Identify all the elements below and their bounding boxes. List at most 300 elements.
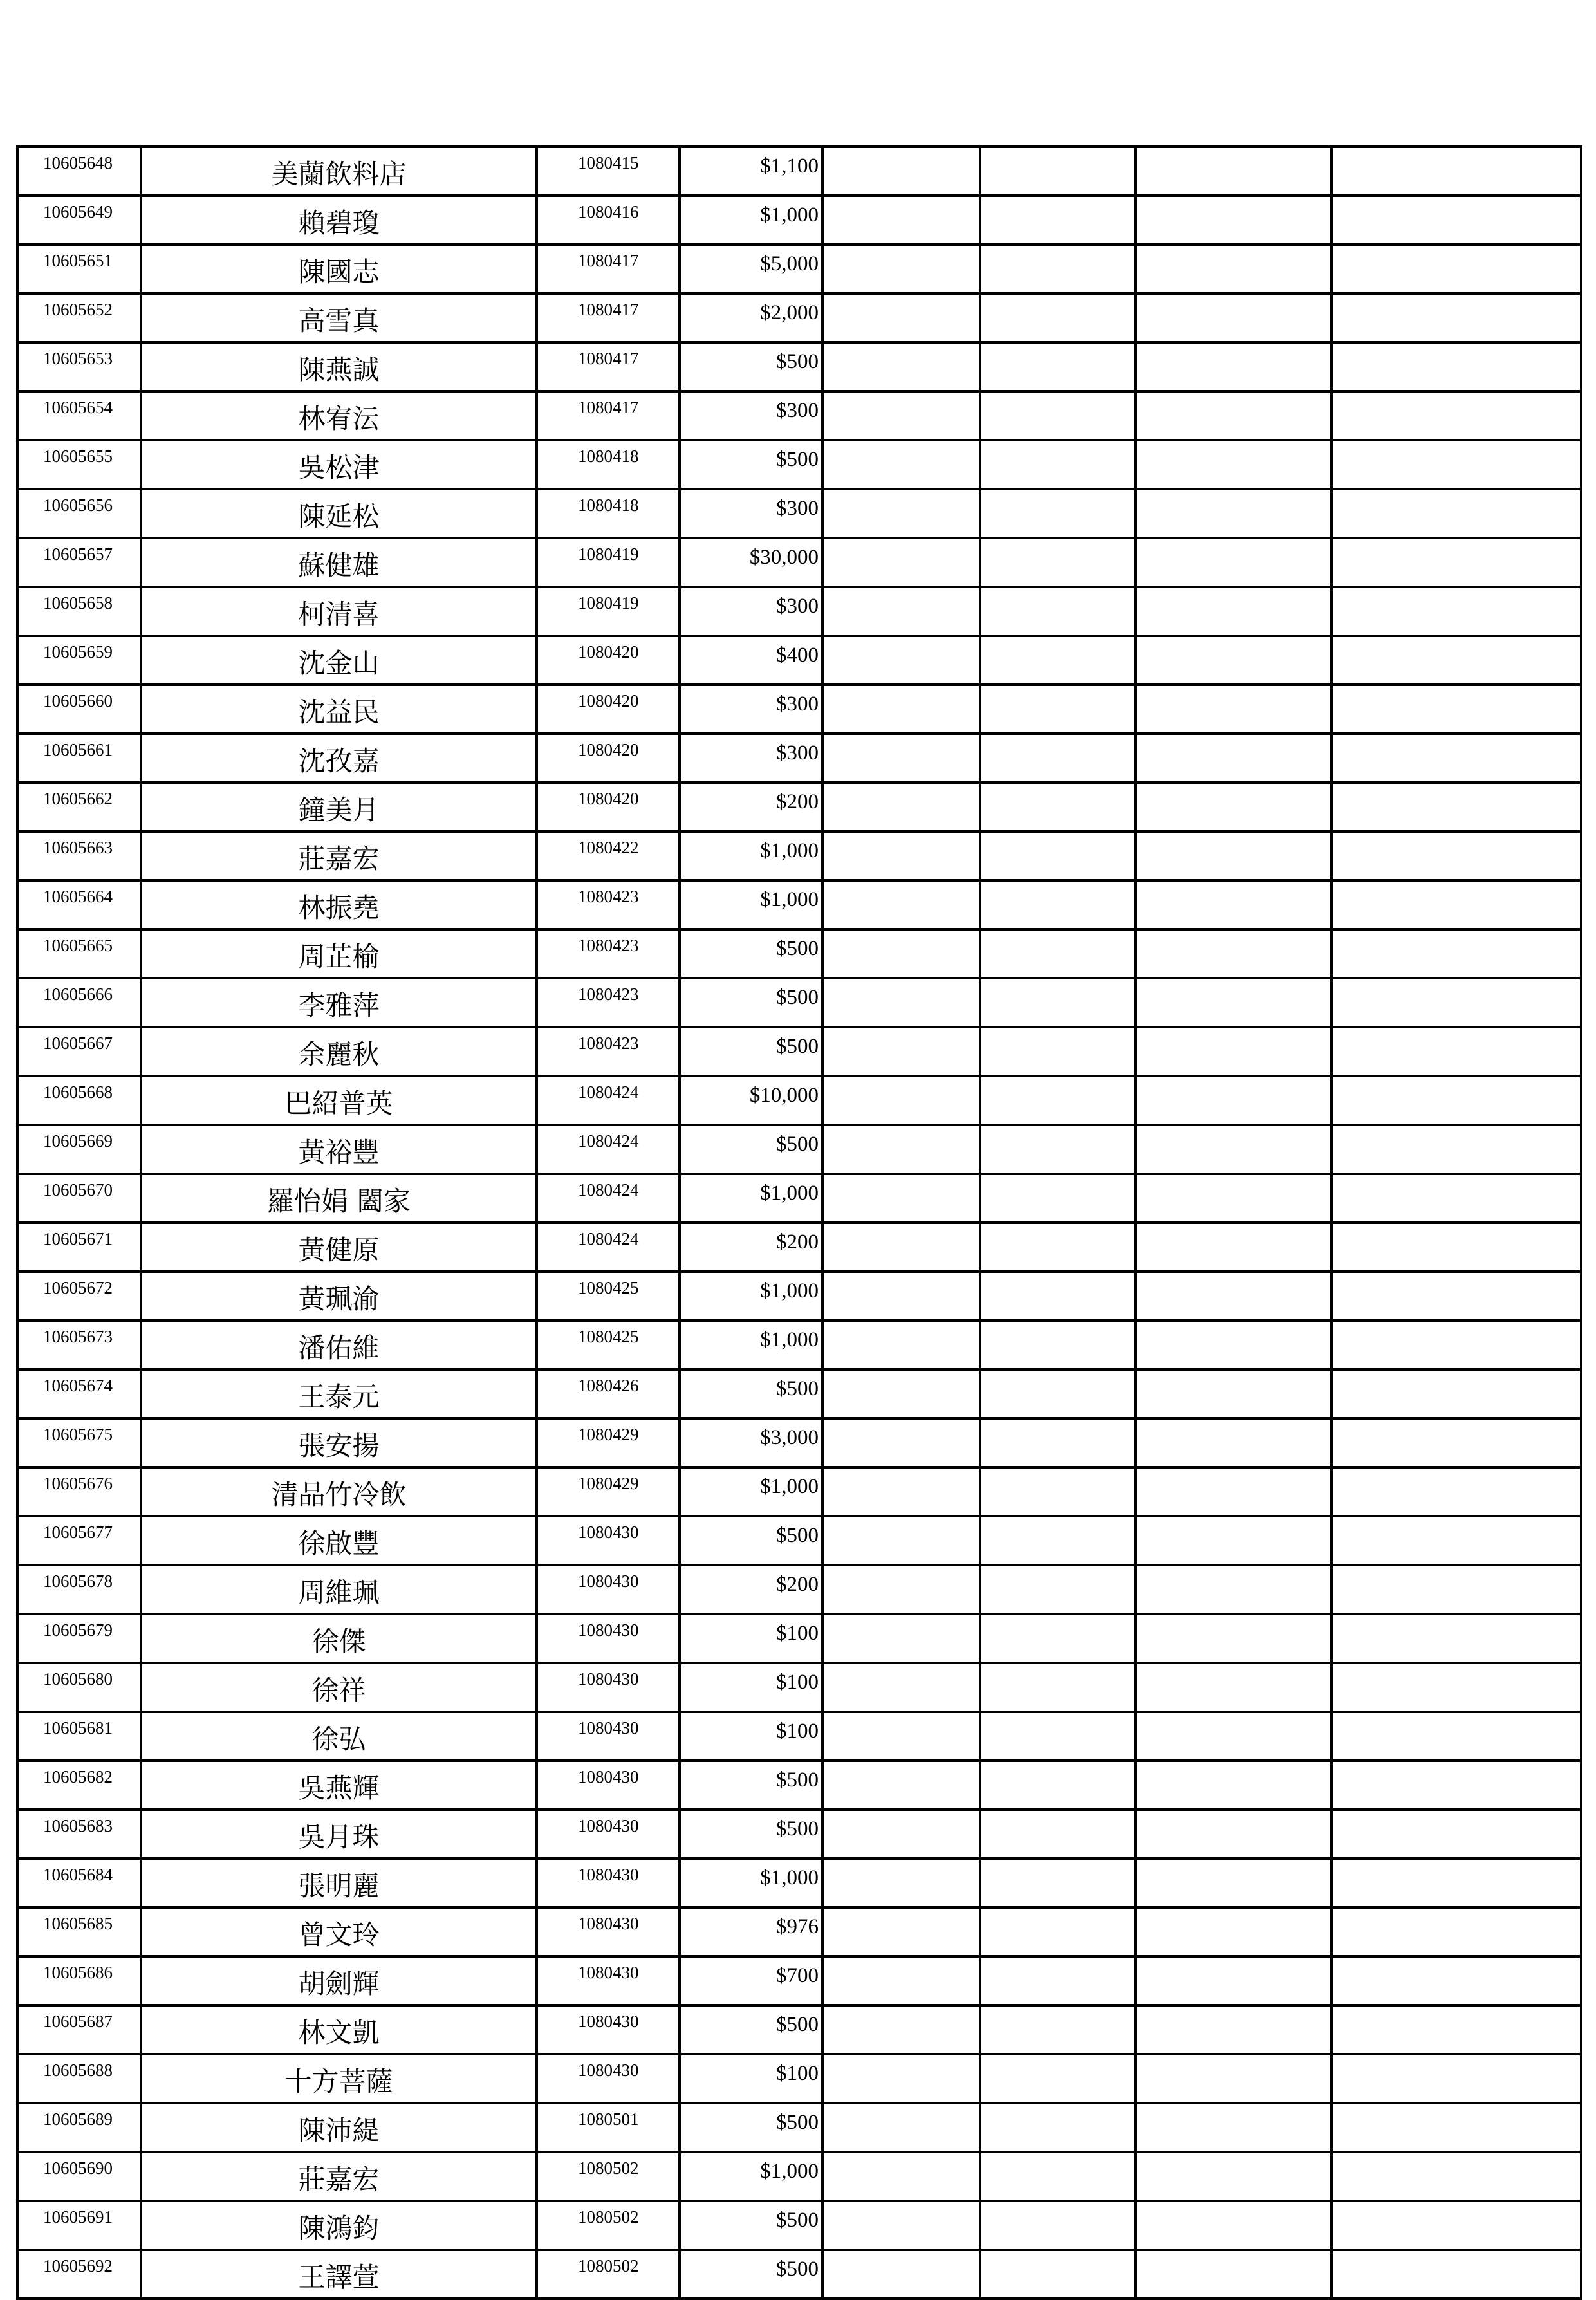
empty-cell xyxy=(1332,1761,1581,1810)
donor-name-cell: 黃裕豐 xyxy=(141,1125,537,1174)
date-cell: 1080430 xyxy=(537,2005,680,2054)
date-cell: 1080424 xyxy=(537,1223,680,1272)
receipt-number-cell: 10605670 xyxy=(17,1174,141,1223)
empty-cell xyxy=(1332,1321,1581,1369)
empty-cell xyxy=(980,2054,1135,2103)
table-row xyxy=(17,831,1581,880)
donor-name-cell: 十方菩薩 xyxy=(141,2054,537,2103)
table-row xyxy=(17,783,1581,831)
table-row xyxy=(17,1467,1581,1516)
date-cell: 1080430 xyxy=(537,1907,680,1956)
empty-cell xyxy=(980,1956,1135,2005)
receipt-number-cell: 10605651 xyxy=(17,245,141,293)
empty-cell xyxy=(1332,1663,1581,1712)
empty-cell xyxy=(980,636,1135,685)
receipt-number-cell: 10605683 xyxy=(17,1810,141,1859)
empty-cell xyxy=(1135,587,1332,636)
amount-cell: $200 xyxy=(680,1223,822,1272)
empty-cell xyxy=(822,831,980,880)
empty-cell xyxy=(822,489,980,538)
date-cell: 1080423 xyxy=(537,880,680,929)
donor-name-cell: 清品竹冷飲 xyxy=(141,1467,537,1516)
empty-cell xyxy=(822,978,980,1027)
receipt-number-cell: 10605687 xyxy=(17,2005,141,2054)
amount-cell: $100 xyxy=(680,1663,822,1712)
empty-cell xyxy=(1135,978,1332,1027)
date-cell: 1080419 xyxy=(537,587,680,636)
receipt-number-cell: 10605667 xyxy=(17,1027,141,1076)
table-row xyxy=(17,391,1581,440)
empty-cell xyxy=(822,1663,980,1712)
donor-name-cell: 林文凱 xyxy=(141,2005,537,2054)
empty-cell xyxy=(1332,1859,1581,1907)
empty-cell xyxy=(822,2152,980,2201)
table-row xyxy=(17,147,1581,196)
date-cell: 1080426 xyxy=(537,1369,680,1418)
donor-name-cell: 王譯萱 xyxy=(141,2250,537,2299)
table-row xyxy=(17,1076,1581,1125)
table-row xyxy=(17,929,1581,978)
amount-cell: $500 xyxy=(680,2103,822,2152)
empty-cell xyxy=(1332,1125,1581,1174)
empty-cell xyxy=(1332,538,1581,587)
donor-name-cell: 陳沛緹 xyxy=(141,2103,537,2152)
empty-cell xyxy=(822,2054,980,2103)
empty-cell xyxy=(1332,1907,1581,1956)
receipt-number-cell: 10605653 xyxy=(17,342,141,391)
date-cell: 1080425 xyxy=(537,1321,680,1369)
receipt-number-cell: 10605690 xyxy=(17,2152,141,2201)
empty-cell xyxy=(980,293,1135,342)
empty-cell xyxy=(1332,440,1581,489)
receipt-number-cell: 10605673 xyxy=(17,1321,141,1369)
empty-cell xyxy=(1332,2005,1581,2054)
table-row xyxy=(17,1125,1581,1174)
empty-cell xyxy=(1135,1956,1332,2005)
empty-cell xyxy=(1332,734,1581,783)
donor-name-cell: 美蘭飲料店 xyxy=(141,147,537,196)
empty-cell xyxy=(822,342,980,391)
date-cell: 1080430 xyxy=(537,1614,680,1663)
empty-cell xyxy=(822,440,980,489)
empty-cell xyxy=(822,929,980,978)
donor-name-cell: 潘佑維 xyxy=(141,1321,537,1369)
donor-name-cell: 陳延松 xyxy=(141,489,537,538)
donor-name-cell: 林宥沄 xyxy=(141,391,537,440)
donor-name-cell: 張明麗 xyxy=(141,1859,537,1907)
table-row xyxy=(17,538,1581,587)
date-cell: 1080424 xyxy=(537,1174,680,1223)
date-cell: 1080501 xyxy=(537,2103,680,2152)
empty-cell xyxy=(980,929,1135,978)
empty-cell xyxy=(1332,1467,1581,1516)
empty-cell xyxy=(1135,293,1332,342)
empty-cell xyxy=(1135,1076,1332,1125)
donor-name-cell: 沈孜嘉 xyxy=(141,734,537,783)
table-row xyxy=(17,1663,1581,1712)
empty-cell xyxy=(1135,2250,1332,2299)
table-row xyxy=(17,2103,1581,2152)
empty-cell xyxy=(822,538,980,587)
table-row xyxy=(17,1516,1581,1565)
donor-name-cell: 鐘美月 xyxy=(141,783,537,831)
empty-cell xyxy=(822,1516,980,1565)
empty-cell xyxy=(1332,1369,1581,1418)
table-row xyxy=(17,342,1581,391)
table-row xyxy=(17,440,1581,489)
empty-cell xyxy=(980,1467,1135,1516)
empty-cell xyxy=(1332,2054,1581,2103)
donor-name-cell: 余麗秋 xyxy=(141,1027,537,1076)
date-cell: 1080430 xyxy=(537,1956,680,2005)
amount-cell: $500 xyxy=(680,2250,822,2299)
amount-cell: $200 xyxy=(680,1565,822,1614)
amount-cell: $1,000 xyxy=(680,1859,822,1907)
donor-name-cell: 黃珮渝 xyxy=(141,1272,537,1321)
empty-cell xyxy=(980,1516,1135,1565)
amount-cell: $30,000 xyxy=(680,538,822,587)
empty-cell xyxy=(822,1174,980,1223)
empty-cell xyxy=(980,147,1135,196)
empty-cell xyxy=(822,1761,980,1810)
donor-name-cell: 張安揚 xyxy=(141,1418,537,1467)
amount-cell: $500 xyxy=(680,440,822,489)
donor-name-cell: 黃健原 xyxy=(141,1223,537,1272)
date-cell: 1080423 xyxy=(537,929,680,978)
donor-name-cell: 賴碧瓊 xyxy=(141,196,537,245)
date-cell: 1080430 xyxy=(537,1761,680,1810)
amount-cell: $1,100 xyxy=(680,147,822,196)
empty-cell xyxy=(980,1565,1135,1614)
receipt-number-cell: 10605659 xyxy=(17,636,141,685)
table-row xyxy=(17,2201,1581,2250)
receipt-number-cell: 10605648 xyxy=(17,147,141,196)
donor-name-cell: 吳松津 xyxy=(141,440,537,489)
empty-cell xyxy=(822,1125,980,1174)
date-cell: 1080420 xyxy=(537,685,680,734)
empty-cell xyxy=(822,1907,980,1956)
empty-cell xyxy=(822,2005,980,2054)
empty-cell xyxy=(980,391,1135,440)
donor-name-cell: 陳鴻鈞 xyxy=(141,2201,537,2250)
empty-cell xyxy=(1135,1174,1332,1223)
empty-cell xyxy=(1332,1223,1581,1272)
empty-cell xyxy=(980,1810,1135,1859)
empty-cell xyxy=(1135,1859,1332,1907)
date-cell: 1080422 xyxy=(537,831,680,880)
table-row xyxy=(17,1712,1581,1761)
empty-cell xyxy=(1135,929,1332,978)
empty-cell xyxy=(980,1859,1135,1907)
amount-cell: $5,000 xyxy=(680,245,822,293)
amount-cell: $500 xyxy=(680,1369,822,1418)
amount-cell: $500 xyxy=(680,1516,822,1565)
donor-name-cell: 周芷榆 xyxy=(141,929,537,978)
empty-cell xyxy=(1332,1956,1581,2005)
receipt-number-cell: 10605691 xyxy=(17,2201,141,2250)
date-cell: 1080502 xyxy=(537,2152,680,2201)
receipt-number-cell: 10605680 xyxy=(17,1663,141,1712)
donor-name-cell: 徐啟豐 xyxy=(141,1516,537,1565)
empty-cell xyxy=(822,1223,980,1272)
date-cell: 1080430 xyxy=(537,1565,680,1614)
empty-cell xyxy=(1332,685,1581,734)
empty-cell xyxy=(822,1956,980,2005)
empty-cell xyxy=(1135,1467,1332,1516)
date-cell: 1080423 xyxy=(537,978,680,1027)
date-cell: 1080425 xyxy=(537,1272,680,1321)
receipt-number-cell: 10605658 xyxy=(17,587,141,636)
table-row xyxy=(17,1761,1581,1810)
donor-name-cell: 沈益民 xyxy=(141,685,537,734)
date-cell: 1080429 xyxy=(537,1467,680,1516)
amount-cell: $300 xyxy=(680,489,822,538)
empty-cell xyxy=(1332,587,1581,636)
receipt-number-cell: 10605657 xyxy=(17,538,141,587)
receipt-number-cell: 10605672 xyxy=(17,1272,141,1321)
date-cell: 1080417 xyxy=(537,391,680,440)
empty-cell xyxy=(822,587,980,636)
date-cell: 1080418 xyxy=(537,489,680,538)
empty-cell xyxy=(980,1076,1135,1125)
empty-cell xyxy=(822,245,980,293)
donor-name-cell: 胡劍輝 xyxy=(141,1956,537,2005)
donor-name-cell: 吳月珠 xyxy=(141,1810,537,1859)
empty-cell xyxy=(1135,1810,1332,1859)
date-cell: 1080416 xyxy=(537,196,680,245)
empty-cell xyxy=(980,1272,1135,1321)
empty-cell xyxy=(1332,2201,1581,2250)
empty-cell xyxy=(822,1369,980,1418)
table-row xyxy=(17,1174,1581,1223)
donor-name-cell: 高雪真 xyxy=(141,293,537,342)
empty-cell xyxy=(1332,2250,1581,2299)
empty-cell xyxy=(1135,1663,1332,1712)
table-row xyxy=(17,1027,1581,1076)
empty-cell xyxy=(1135,1223,1332,1272)
date-cell: 1080430 xyxy=(537,1859,680,1907)
empty-cell xyxy=(980,1614,1135,1663)
donor-name-cell: 林振堯 xyxy=(141,880,537,929)
empty-cell xyxy=(822,1076,980,1125)
empty-cell xyxy=(980,2005,1135,2054)
empty-cell xyxy=(1332,1174,1581,1223)
table-row xyxy=(17,196,1581,245)
table-row xyxy=(17,245,1581,293)
donor-name-cell: 羅怡娟 闔家 xyxy=(141,1174,537,1223)
ledger-body xyxy=(17,147,1581,2299)
empty-cell xyxy=(980,196,1135,245)
donor-name-cell: 莊嘉宏 xyxy=(141,831,537,880)
donor-name-cell: 陳國志 xyxy=(141,245,537,293)
empty-cell xyxy=(822,734,980,783)
empty-cell xyxy=(822,1565,980,1614)
empty-cell xyxy=(1135,783,1332,831)
empty-cell xyxy=(980,880,1135,929)
receipt-number-cell: 10605652 xyxy=(17,293,141,342)
empty-cell xyxy=(1135,1321,1332,1369)
amount-cell: $1,000 xyxy=(680,831,822,880)
donor-name-cell: 沈金山 xyxy=(141,636,537,685)
amount-cell: $300 xyxy=(680,391,822,440)
empty-cell xyxy=(822,2250,980,2299)
empty-cell xyxy=(822,1467,980,1516)
donor-name-cell: 柯清喜 xyxy=(141,587,537,636)
empty-cell xyxy=(822,1859,980,1907)
receipt-number-cell: 10605685 xyxy=(17,1907,141,1956)
amount-cell: $976 xyxy=(680,1907,822,1956)
donor-name-cell: 巴紹普英 xyxy=(141,1076,537,1125)
receipt-number-cell: 10605688 xyxy=(17,2054,141,2103)
receipt-number-cell: 10605678 xyxy=(17,1565,141,1614)
donor-name-cell: 王泰元 xyxy=(141,1369,537,1418)
donor-name-cell: 周維珮 xyxy=(141,1565,537,1614)
table-row xyxy=(17,636,1581,685)
donor-name-cell: 徐弘 xyxy=(141,1712,537,1761)
receipt-number-cell: 10605692 xyxy=(17,2250,141,2299)
empty-cell xyxy=(980,1223,1135,1272)
table-row xyxy=(17,1956,1581,2005)
empty-cell xyxy=(1135,2152,1332,2201)
table-row xyxy=(17,1272,1581,1321)
amount-cell: $10,000 xyxy=(680,1076,822,1125)
empty-cell xyxy=(980,2250,1135,2299)
amount-cell: $400 xyxy=(680,636,822,685)
amount-cell: $1,000 xyxy=(680,1272,822,1321)
amount-cell: $300 xyxy=(680,587,822,636)
empty-cell xyxy=(1135,685,1332,734)
empty-cell xyxy=(980,1907,1135,1956)
donor-name-cell: 徐傑 xyxy=(141,1614,537,1663)
date-cell: 1080419 xyxy=(537,538,680,587)
empty-cell xyxy=(1135,636,1332,685)
amount-cell: $500 xyxy=(680,978,822,1027)
empty-cell xyxy=(980,685,1135,734)
donor-name-cell: 吳燕輝 xyxy=(141,1761,537,1810)
table-row xyxy=(17,489,1581,538)
empty-cell xyxy=(1135,1565,1332,1614)
empty-cell xyxy=(1332,147,1581,196)
table-row xyxy=(17,734,1581,783)
empty-cell xyxy=(1332,1614,1581,1663)
receipt-number-cell: 10605660 xyxy=(17,685,141,734)
empty-cell xyxy=(1332,1516,1581,1565)
empty-cell xyxy=(1332,391,1581,440)
empty-cell xyxy=(1135,245,1332,293)
receipt-number-cell: 10605669 xyxy=(17,1125,141,1174)
receipt-number-cell: 10605674 xyxy=(17,1369,141,1418)
empty-cell xyxy=(1135,2201,1332,2250)
empty-cell xyxy=(822,1027,980,1076)
empty-cell xyxy=(1332,636,1581,685)
receipt-number-cell: 10605664 xyxy=(17,880,141,929)
empty-cell xyxy=(980,245,1135,293)
empty-cell xyxy=(1332,1565,1581,1614)
donor-name-cell: 李雅萍 xyxy=(141,978,537,1027)
amount-cell: $100 xyxy=(680,1712,822,1761)
date-cell: 1080502 xyxy=(537,2201,680,2250)
date-cell: 1080423 xyxy=(537,1027,680,1076)
empty-cell xyxy=(1135,489,1332,538)
empty-cell xyxy=(1135,831,1332,880)
empty-cell xyxy=(1135,1272,1332,1321)
receipt-number-cell: 10605649 xyxy=(17,196,141,245)
empty-cell xyxy=(1135,734,1332,783)
table-row xyxy=(17,1810,1581,1859)
empty-cell xyxy=(1135,1907,1332,1956)
empty-cell xyxy=(1135,1369,1332,1418)
empty-cell xyxy=(1332,880,1581,929)
donor-name-cell: 蘇健雄 xyxy=(141,538,537,587)
empty-cell xyxy=(1332,2152,1581,2201)
empty-cell xyxy=(1135,440,1332,489)
empty-cell xyxy=(1332,245,1581,293)
empty-cell xyxy=(980,342,1135,391)
date-cell: 1080418 xyxy=(537,440,680,489)
empty-cell xyxy=(1332,978,1581,1027)
empty-cell xyxy=(1332,783,1581,831)
empty-cell xyxy=(1332,1810,1581,1859)
amount-cell: $1,000 xyxy=(680,2152,822,2201)
receipt-number-cell: 10605686 xyxy=(17,1956,141,2005)
empty-cell xyxy=(1332,489,1581,538)
amount-cell: $2,000 xyxy=(680,293,822,342)
empty-cell xyxy=(822,1418,980,1467)
date-cell: 1080430 xyxy=(537,1516,680,1565)
receipt-number-cell: 10605671 xyxy=(17,1223,141,1272)
receipt-number-cell: 10605684 xyxy=(17,1859,141,1907)
empty-cell xyxy=(822,2103,980,2152)
empty-cell xyxy=(822,636,980,685)
donor-name-cell: 徐祥 xyxy=(141,1663,537,1712)
table-row xyxy=(17,587,1581,636)
empty-cell xyxy=(980,440,1135,489)
empty-cell xyxy=(980,1174,1135,1223)
empty-cell xyxy=(1135,1516,1332,1565)
empty-cell xyxy=(1332,293,1581,342)
table-row xyxy=(17,2152,1581,2201)
empty-cell xyxy=(1135,1712,1332,1761)
empty-cell xyxy=(1332,342,1581,391)
amount-cell: $500 xyxy=(680,2005,822,2054)
table-row xyxy=(17,685,1581,734)
empty-cell xyxy=(1135,147,1332,196)
empty-cell xyxy=(980,978,1135,1027)
empty-cell xyxy=(1135,880,1332,929)
table-row xyxy=(17,1565,1581,1614)
table-row xyxy=(17,1223,1581,1272)
empty-cell xyxy=(822,1712,980,1761)
empty-cell xyxy=(822,685,980,734)
receipt-number-cell: 10605665 xyxy=(17,929,141,978)
date-cell: 1080430 xyxy=(537,1663,680,1712)
empty-cell xyxy=(980,2152,1135,2201)
date-cell: 1080429 xyxy=(537,1418,680,1467)
amount-cell: $500 xyxy=(680,1027,822,1076)
empty-cell xyxy=(1332,831,1581,880)
receipt-number-cell: 10605676 xyxy=(17,1467,141,1516)
table-row xyxy=(17,2250,1581,2299)
amount-cell: $500 xyxy=(680,1810,822,1859)
empty-cell xyxy=(980,587,1135,636)
amount-cell: $3,000 xyxy=(680,1418,822,1467)
empty-cell xyxy=(822,2201,980,2250)
empty-cell xyxy=(1135,1027,1332,1076)
empty-cell xyxy=(822,196,980,245)
empty-cell xyxy=(1135,391,1332,440)
amount-cell: $300 xyxy=(680,685,822,734)
receipt-number-cell: 10605661 xyxy=(17,734,141,783)
